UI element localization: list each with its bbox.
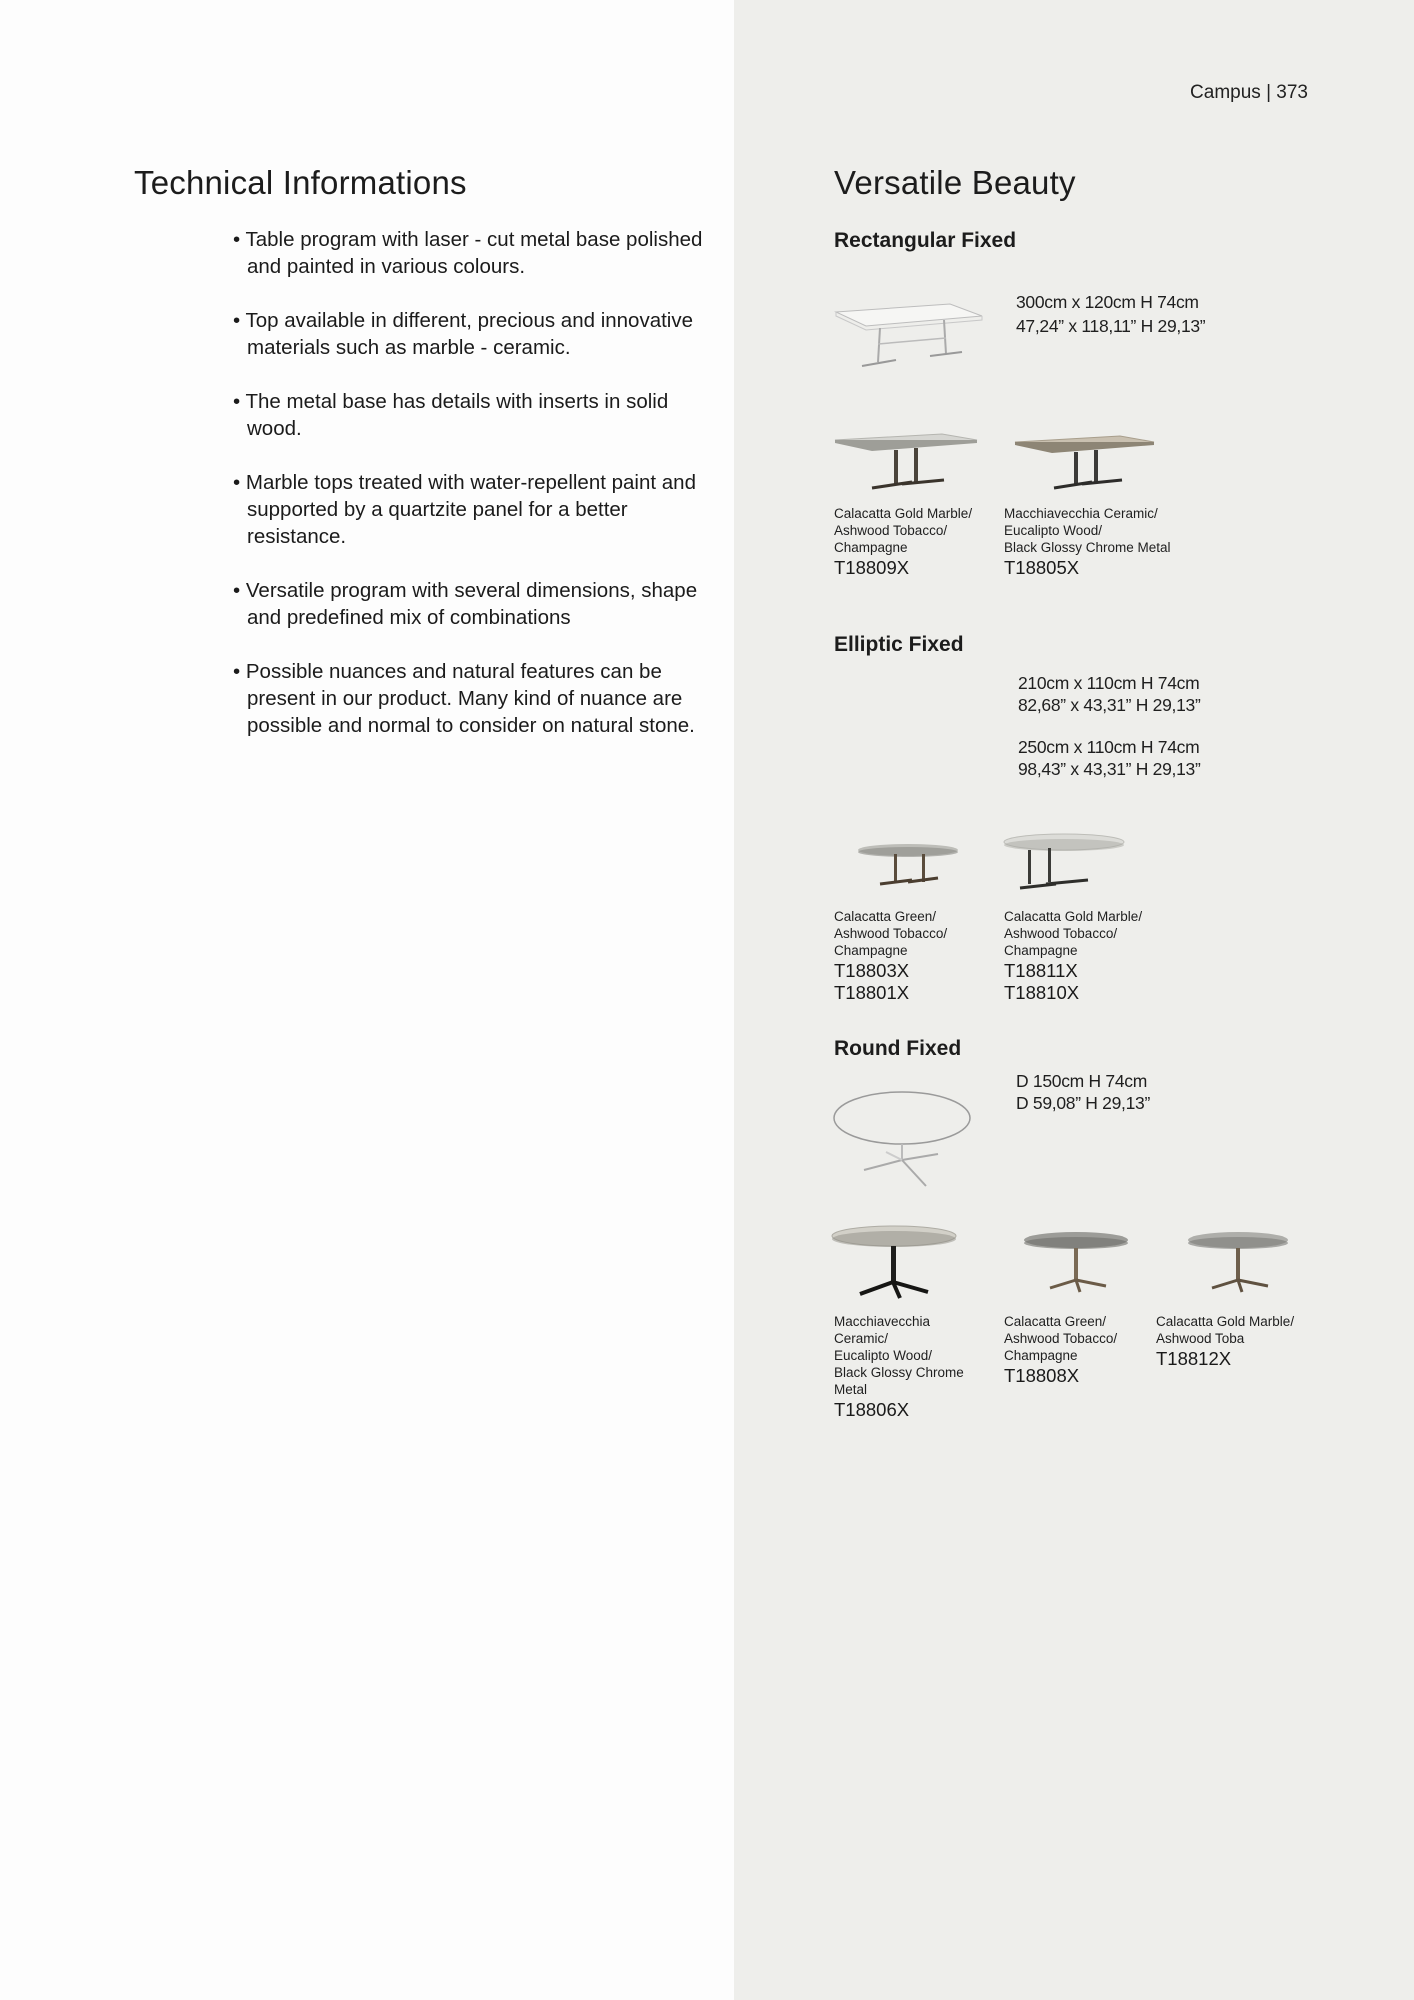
material-line: Ashwood Tobacco/ [834,523,948,538]
product-code: T18803X [834,960,910,981]
product-item-t18812x [1156,1313,1326,1370]
material-line: Champagne [834,540,908,555]
round-table-macchiavecchia-photo [830,1222,962,1302]
material-line: Calacatta Green/ [1004,1314,1107,1329]
material-line: Ashwood Tobacco/ [1004,926,1118,941]
round-fixed-heading: Round Fixed [834,1037,962,1060]
material-line: Black Glossy Chrome Metal [1004,540,1171,555]
product-code: T18806X [834,1399,910,1420]
product-code: T18811X [1004,960,1078,981]
material-line: Metal [834,1382,868,1397]
bullet-item: • Marble tops treated with water-repellent paint and supported by a quartzite panel for a better resistance. [233,471,696,548]
dimension-imperial: 82,68” x 43,31” H 29,13” [1018,695,1201,715]
round-table-line-drawing [830,1088,976,1192]
dimension-imperial: 47,24” x 118,11” H 29,13” [1016,316,1206,336]
dimension-metric: D 150cm H 74cm [1016,1071,1147,1091]
technical-informations-title: Technical Informations [134,164,467,201]
material-line: Ashwood Tobacco/ [834,926,948,941]
rectangular-table-macchiavecchia-photo [1012,432,1162,502]
dimension-imperial: 98,43” x 43,31” H 29,13” [1018,759,1201,779]
round-table-calacatta-green-photo [1022,1230,1132,1300]
product-code: T18809X [834,557,910,578]
elliptic-table-calacatta-gold-photo [1002,830,1132,902]
bullet-item: • Top available in different, precious and innovative materials such as marble - ceramic. [233,309,693,359]
elliptic-fixed-heading: Elliptic Fixed [834,633,964,656]
elliptic-table-calacatta-green-photo [852,840,962,900]
product-code: T18808X [1004,1365,1080,1386]
material-line: Champagne [834,943,908,958]
dimension-imperial: D 59,08” H 29,13” [1016,1093,1151,1113]
product-item-t18809x [834,505,994,579]
material-line: Calacatta Gold Marble/ [1156,1314,1295,1329]
product-code: T18801X [834,982,910,1003]
product-item-t18806x [834,1313,994,1421]
product-code: T18812X [1156,1348,1232,1369]
technical-bullet-list [233,226,713,766]
material-line: Macchiavecchia [834,1314,931,1329]
material-line: Ashwood Tobacco/ [1004,1331,1118,1346]
material-line: Champagne [1004,1348,1078,1363]
rectangular-table-gold-marble-photo [832,430,982,500]
product-item-t18805x [1004,505,1194,579]
bullet-item: • Possible nuances and natural features can be present in our product. Many kind of nuance are possible and normal to consider on natural stone. [233,660,695,737]
material-line: Calacatta Gold Marble/ [834,506,973,521]
rectangular-dimensions [1016,290,1205,338]
material-line: Ashwood Toba [1156,1331,1245,1346]
product-item-t18803x [834,908,994,1004]
material-line: Macchiavecchia Ceramic/ [1004,506,1158,521]
round-dimensions [1016,1070,1150,1114]
material-line: Eucalipto Wood/ [834,1348,933,1363]
product-code: T18810X [1004,982,1080,1003]
material-line: Calacatta Gold Marble/ [1004,909,1143,924]
material-line: Champagne [1004,943,1078,958]
material-line: Eucalipto Wood/ [1004,523,1103,538]
versatile-beauty-title: Versatile Beauty [834,164,1076,201]
material-line: Black Glossy Chrome [834,1365,964,1380]
rectangular-table-line-drawing [832,300,992,380]
elliptic-dimensions-250 [1018,736,1201,780]
bullet-item: • Versatile program with several dimensions, shape and predefined mix of combinations [233,579,698,629]
bullet-item: • The metal base has details with inserts in solid wood. [233,390,669,440]
material-line: Ceramic/ [834,1331,889,1346]
round-table-calacatta-gold-photo [1184,1230,1294,1300]
product-code: T18805X [1004,557,1080,578]
page-number: Campus | 373 [1190,82,1308,103]
dimension-metric: 300cm x 120cm H 74cm [1016,292,1199,312]
bullet-item: • Table program with laser - cut metal base polished and painted in various colours. [233,228,703,278]
dimension-metric: 210cm x 110cm H 74cm [1018,673,1200,693]
product-item-t18811x [1004,908,1184,1004]
material-line: Calacatta Green/ [834,909,937,924]
dimension-metric: 250cm x 110cm H 74cm [1018,737,1200,757]
rectangular-fixed-heading: Rectangular Fixed [834,229,1017,252]
elliptic-dimensions-210 [1018,672,1201,716]
product-item-t18808x [1004,1313,1164,1387]
